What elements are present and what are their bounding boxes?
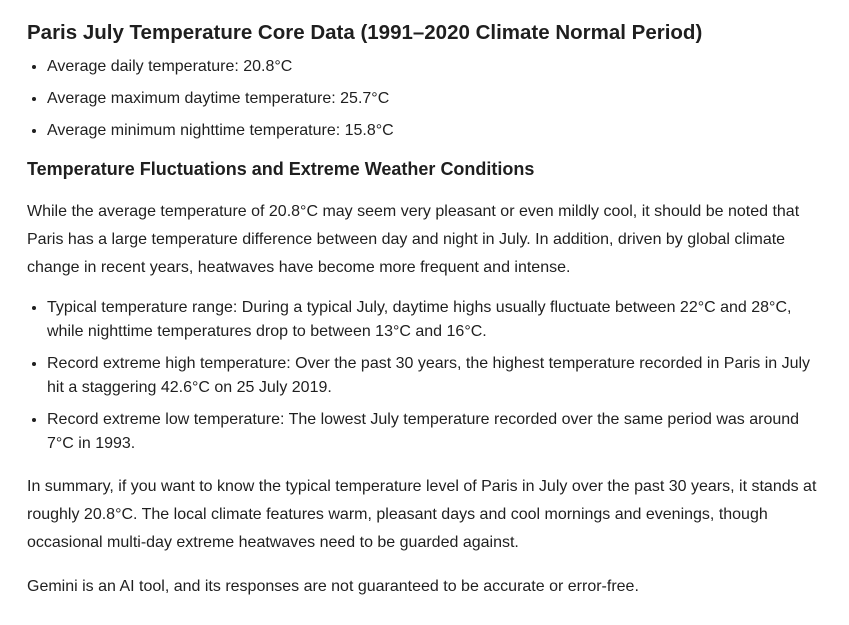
section-heading: Temperature Fluctuations and Extreme Weather Conditions: [27, 159, 535, 179]
disclaimer-text: Gemini is an AI tool, and its responses are not guaranteed to be accurate or error-free.: [27, 578, 639, 595]
fluctuations-list: [27, 296, 821, 456]
list-item: • Average daily temperature: 20.8°C: [47, 55, 821, 79]
list-item: • Record extreme low temperature: The lowest July temperature recorded over the same period was around 7°C in 1993.: [47, 408, 821, 456]
core-data-list: [27, 55, 821, 143]
list-item: • Typical temperature range: During a typical July, daytime highs usually fluctuate between 22°C and 28°C, while nighttime temperatures drop to between 13°C and 16°C.: [47, 296, 821, 344]
list-item: • Record extreme high temperature: Over the past 30 years, the highest temperature recorded in Paris in July hit a staggering 42.6°C on 25 July 2019.: [47, 352, 821, 400]
summary-paragraph: In summary, if you want to know the typical temperature level of Paris in July over the past 30 years, it stands at roughly 20.8°C. The local climate features warm, pleasant days and cool mornings and evenings, though occasional multi-day extreme heatwaves need to be guarded against.: [27, 478, 817, 551]
list-item: • Average maximum daytime temperature: 25.7°C: [47, 87, 821, 111]
page-title: Paris July Temperature Core Data (1991–2020 Climate Normal Period): [27, 21, 703, 44]
list-item: • Average minimum nighttime temperature: 15.8°C: [47, 119, 821, 143]
intro-paragraph: While the average temperature of 20.8°C may seem very pleasant or even mildly cool, it should be noted that Paris has a large temperature difference between day and night in July. In addition, driven by global climate change in recent years, heatwaves have become more frequent and intense.: [27, 203, 800, 276]
